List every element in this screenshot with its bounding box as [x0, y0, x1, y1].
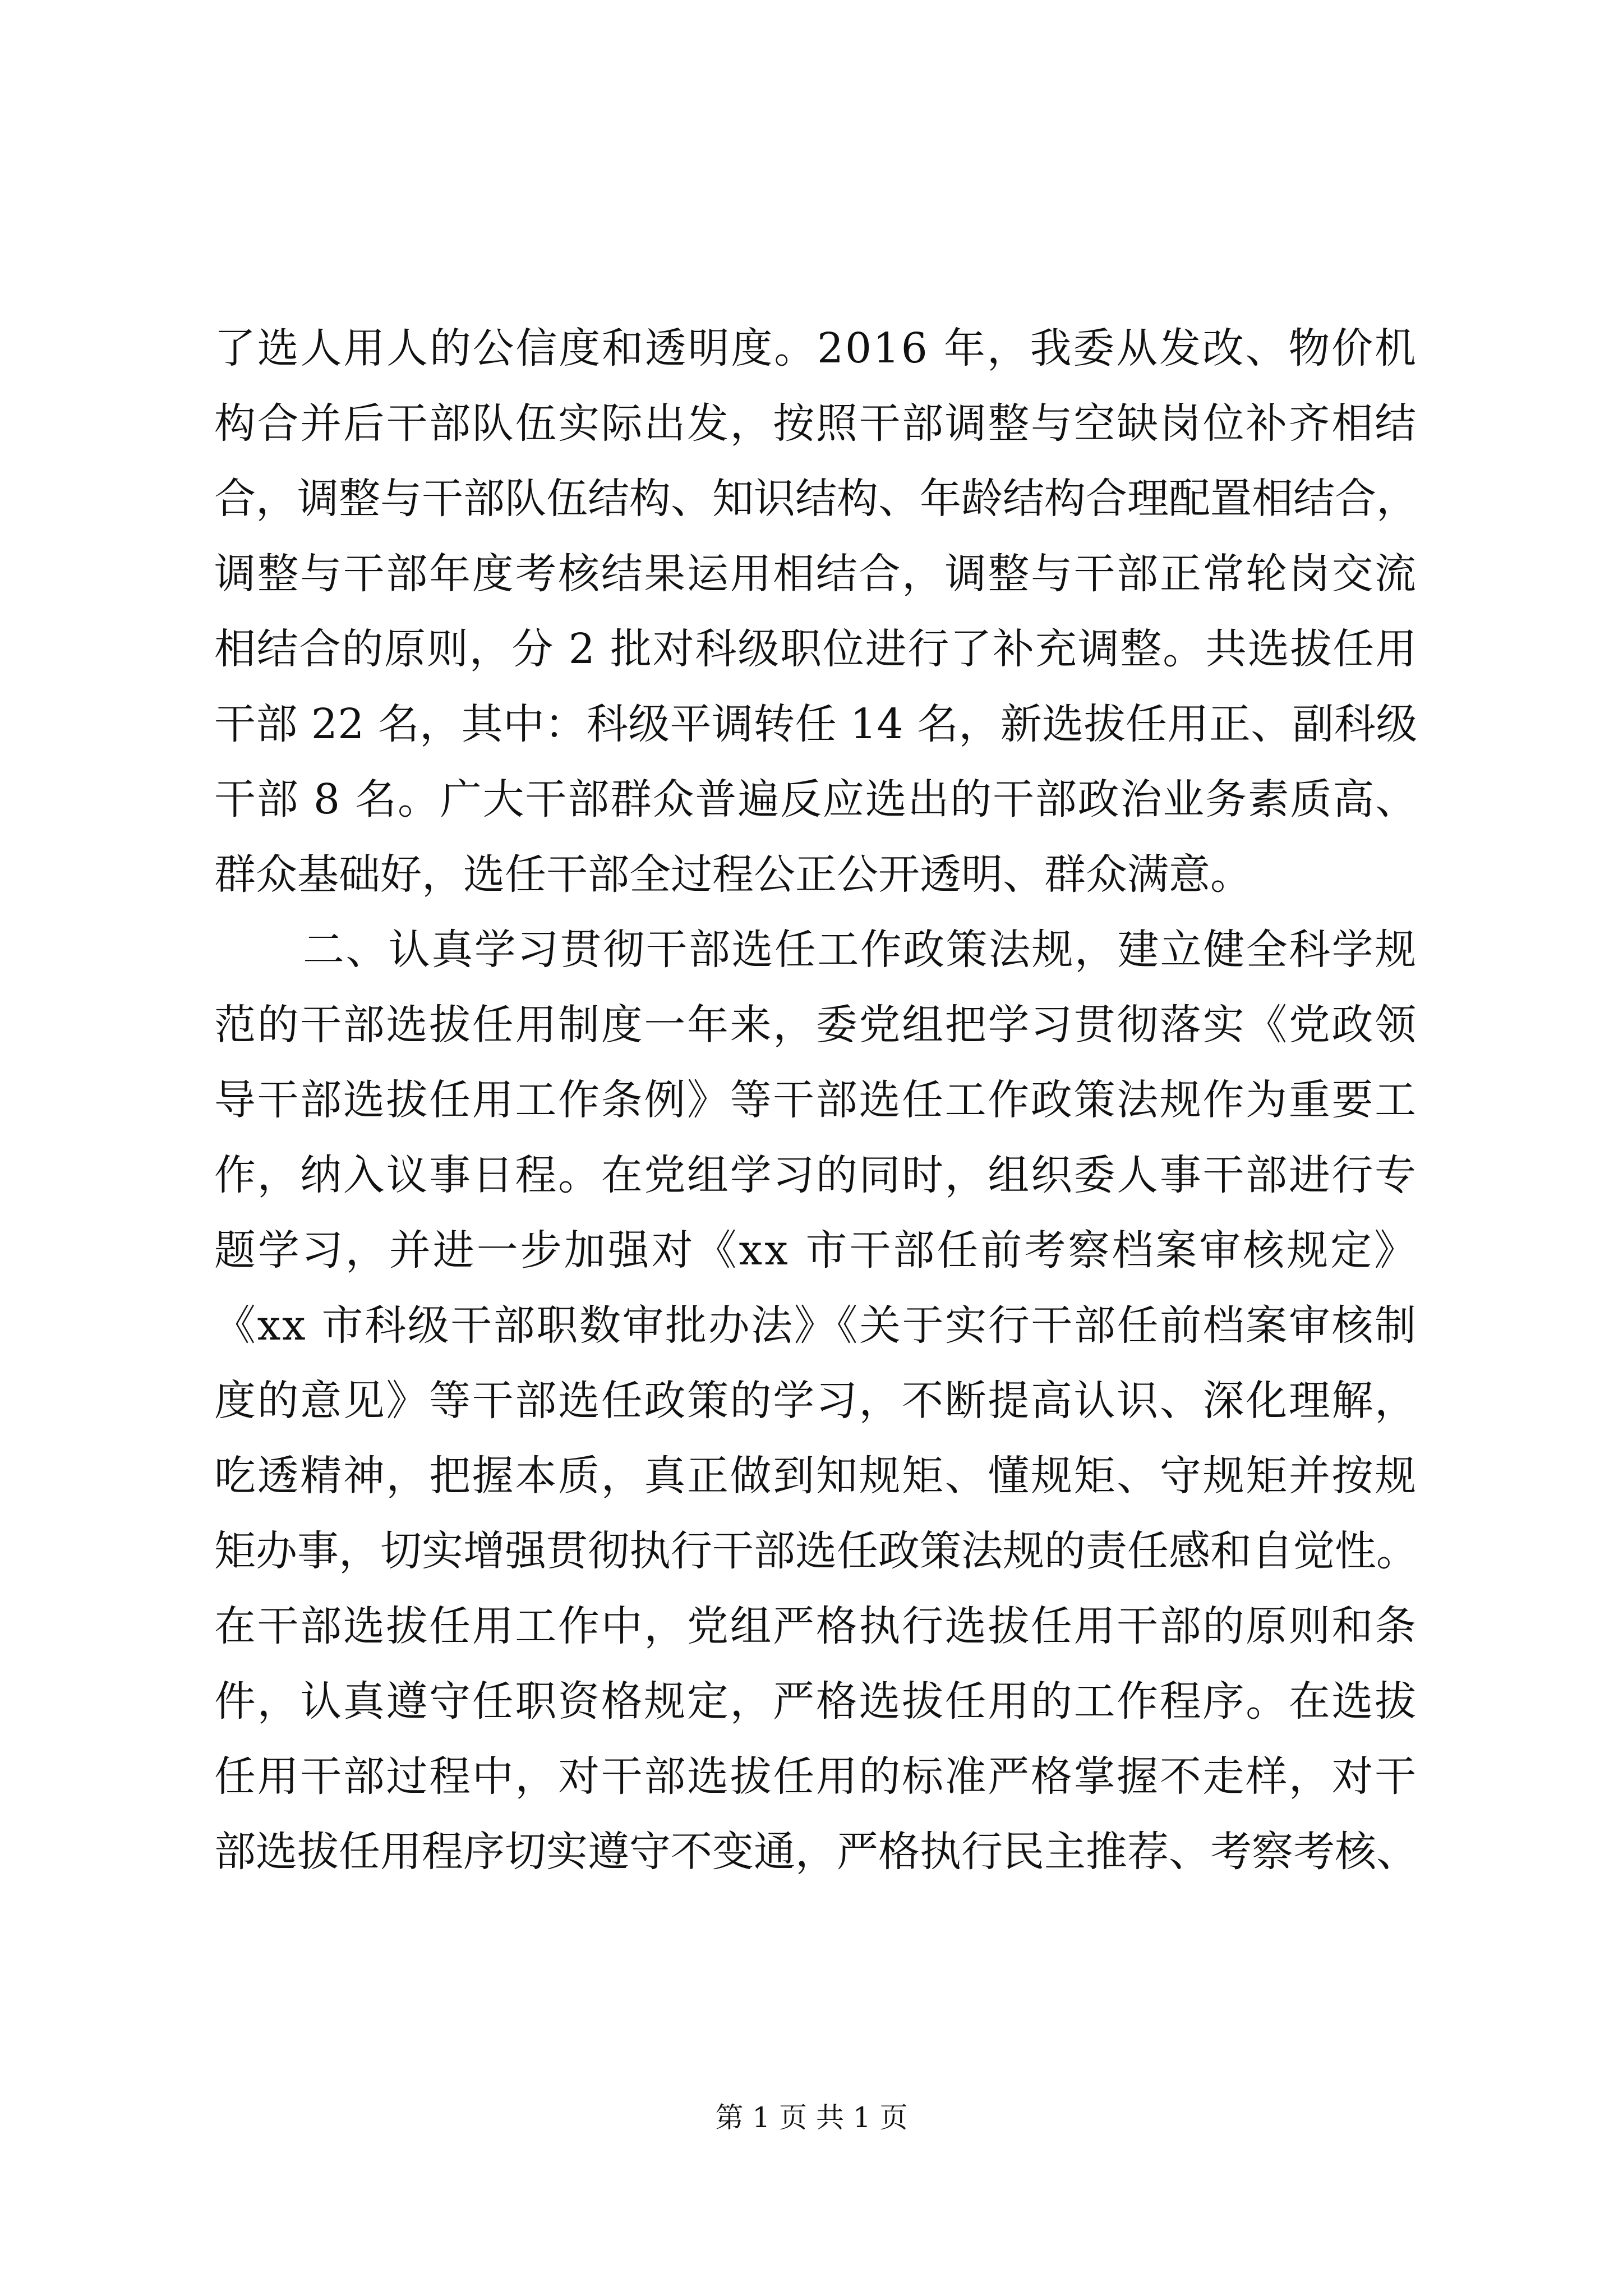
body-line: 题学习，并进一步加强对《xx 市干部任前考察档案审核规定》	[214, 1226, 1418, 1274]
body-line: 范的干部选拔任用制度一年来，委党组把学习贯彻落实《党政领	[214, 1001, 1418, 1049]
body-line: 构合并后干部队伍实际出发，按照干部调整与空缺岗位补齐相结	[214, 399, 1418, 448]
section-heading-line: 二、认真学习贯彻干部选任工作政策法规，建立健全科学规	[303, 926, 1418, 974]
body-line: 在干部选拔任用工作中，党组严格执行选拔任用干部的原则和条	[214, 1602, 1418, 1650]
body-line: 导干部选拔任用工作条例》等干部选任工作政策法规作为重要工	[214, 1076, 1418, 1124]
body-line: 群众基础好，选任干部全过程公正公开透明、群众满意。	[214, 850, 1252, 899]
body-line: 矩办事，切实增强贯彻执行干部选任政策法规的责任感和自觉性。	[214, 1527, 1418, 1575]
body-line: 件，认真遵守任职资格规定，严格选拔任用的工作程序。在选拔	[214, 1677, 1418, 1726]
body-line: 干部 22 名，其中：科级平调转任 14 名，新选拔任用正、副科级	[214, 700, 1418, 748]
body-line: 《xx 市科级干部职数审批办法》《关于实行干部任前档案审核制	[214, 1301, 1418, 1350]
body-line: 度的意见》等干部选任政策的学习，不断提高认识、深化理解，	[214, 1377, 1418, 1425]
body-line: 部选拔任用程序切实遵守不变通，严格执行民主推荐、考察考核、	[214, 1828, 1418, 1876]
body-line: 吃透精神，把握本质，真正做到知规矩、懂规矩、守规矩并按规	[214, 1452, 1418, 1500]
body-line: 了选人用人的公信度和透明度。2016 年，我委从发改、物价机	[214, 324, 1418, 372]
page-footer: 第 1 页 共 1 页	[715, 2101, 908, 2134]
body-line: 相结合的原则，分 2 批对科级职位进行了补充调整。共选拔任用	[214, 625, 1418, 673]
body-line: 干部 8 名。广大干部群众普遍反应选出的干部政治业务素质高、	[214, 775, 1418, 823]
body-line: 作，纳入议事日程。在党组学习的同时，组织委人事干部进行专	[214, 1151, 1418, 1199]
body-line: 任用干部过程中，对干部选拔任用的标准严格掌握不走样，对干	[214, 1752, 1418, 1801]
body-line: 调整与干部年度考核结果运用相结合，调整与干部正常轮岗交流	[214, 550, 1418, 598]
body-line: 合，调整与干部队伍结构、知识结构、年龄结构合理配置相结合，	[214, 475, 1418, 523]
